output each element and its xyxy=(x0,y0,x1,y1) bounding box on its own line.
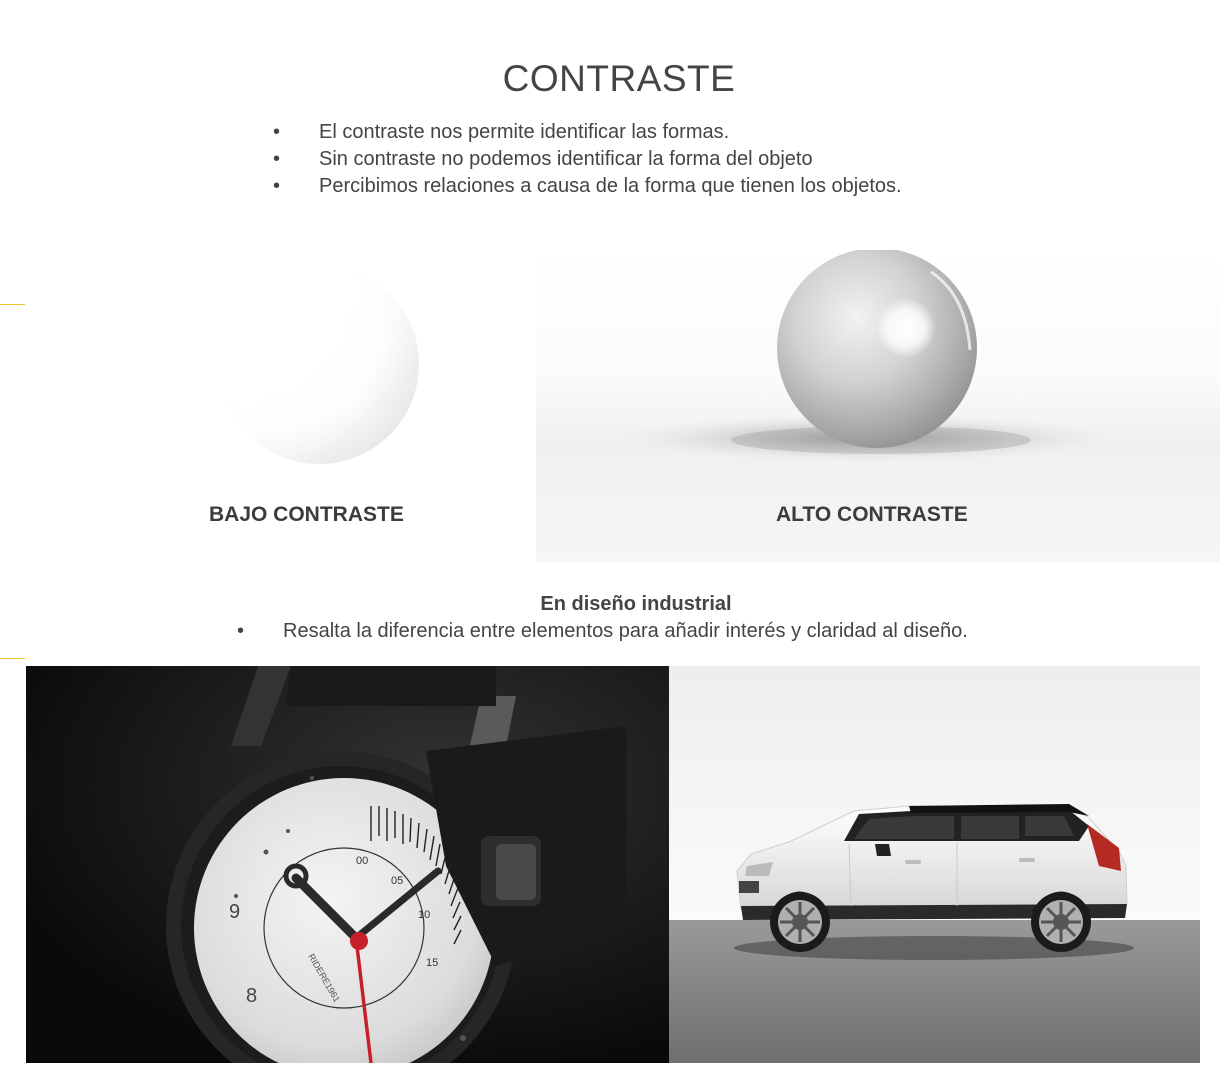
bullet-text: Resalta la diferencia entre elementos para añadir interés y claridad al diseño. xyxy=(283,620,968,642)
intro-bullet-list xyxy=(273,119,902,200)
low-contrast-label: BAJO CONTRASTE xyxy=(209,503,404,526)
watch-tick-label: 05 xyxy=(391,875,404,887)
watch-tick-label: 15 xyxy=(426,957,439,969)
watch-photo xyxy=(26,666,669,1063)
bullet-text: Sin contraste no podemos identificar la forma del objeto xyxy=(319,148,813,170)
bullet-dot: • xyxy=(273,175,281,197)
bullet-text: El contraste nos permite identificar las formas. xyxy=(319,121,730,143)
car-photo xyxy=(669,666,1200,1063)
bullet-dot: • xyxy=(273,148,281,170)
high-contrast-label: ALTO CONTRASTE xyxy=(776,503,968,526)
bullet-item xyxy=(273,146,902,173)
watch-tick-label: 00 xyxy=(356,855,369,867)
bullet-item xyxy=(273,119,902,146)
watch-hour-numeral: 9 xyxy=(229,901,241,923)
bullet-dot: • xyxy=(237,620,245,642)
bullet-dot: • xyxy=(273,121,281,143)
watch-hour-numeral: 8 xyxy=(246,985,258,1007)
industrial-subtitle: En diseño industrial xyxy=(540,593,732,615)
bullet-text: Percibimos relaciones a causa de la forma que tienen los objetos. xyxy=(319,175,902,197)
page-title: CONTRASTE xyxy=(502,58,736,99)
accent-line-bottom xyxy=(0,658,25,659)
industrial-bullet xyxy=(237,620,968,643)
low-contrast-sphere-image xyxy=(215,262,425,472)
bullet-item xyxy=(273,173,902,200)
watch-brand-text: RIDERE1961 xyxy=(306,952,342,1004)
watch-tick-label: 10 xyxy=(418,909,431,921)
accent-line-top xyxy=(0,304,25,305)
